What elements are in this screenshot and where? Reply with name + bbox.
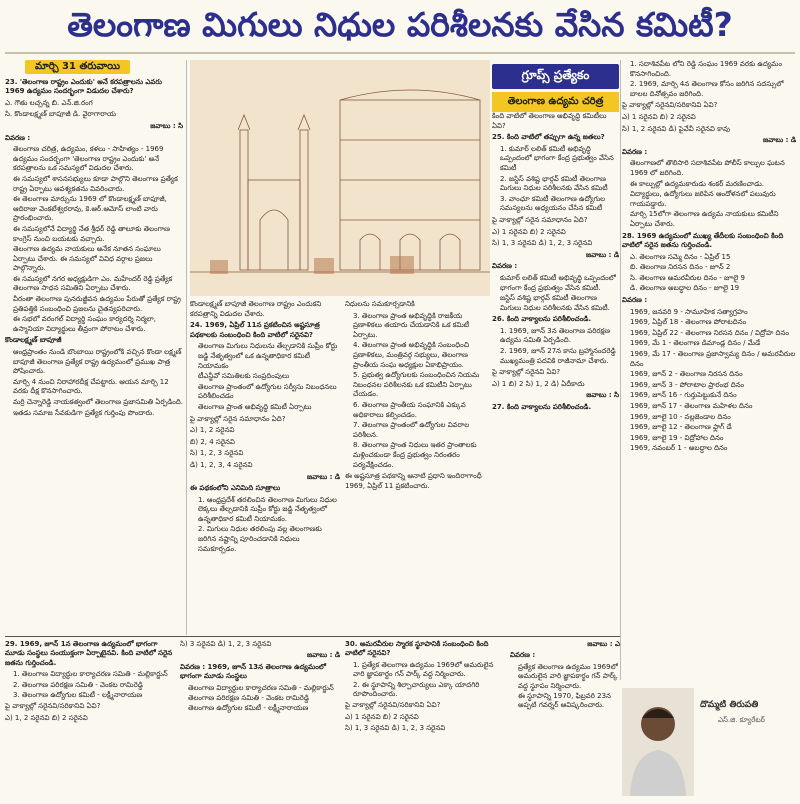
column-5-content: [622, 60, 796, 454]
paragraph: నిధులను సమకూర్చడానికి: [345, 300, 415, 308]
question-text: 29. 1969, జూన్ 1న తెలంగాణ ఉద్యమంలో భాగంగా మూడు సంస్థలు సంయుక్తంగా ఏర్పాటైనవి. కింది వాటిలో సరైన జతను గుర్తించండి.: [5, 640, 173, 667]
paragraph: కొండాలక్ష్మణ్ బాపూజీ తెలంగాణ రాష్ట్రం ఎందుకని కరపత్రాన్ని విడుదల చేశారు.: [190, 300, 322, 318]
subheading: వివరణ : 1969, జూన్ 13న తెలంగాణ ఉద్యమంలో భాగంగా మూడు సంస్థలు: [180, 662, 326, 681]
list-item: • వీరంతా తెలంగాణ పునరుజ్జీవన ఉద్యమం పేరుతో ప్రత్యేక రాష్ట్ర ప్రతిపత్తికి సంబంధించి ప్రజలను చైతన్యపరిచారు.: [13, 295, 183, 314]
list-item: • తెలంగాణ పరిరక్షణ సమితి - వెంకట రామిరెడ్డి: [188, 694, 340, 703]
paragraph: పై వాక్యాల్లో సరైనవి ఏవి?: [492, 368, 561, 377]
paragraph: సి) 1, 2 సరైనవి డి) పైవేవీ సరైనవి కావు: [622, 124, 730, 133]
list-item: • సి. తెలంగాణ అమరవీరుల దినం - జూలై 9: [630, 274, 796, 284]
question-text: 28. 1969 ఉద్యమంలో ముఖ్య తేదీలకు సంబంధించి కింది వాటిలో సరైన జతను గుర్తించండి.: [622, 231, 784, 250]
column-2: [190, 300, 340, 635]
list-item: • 2. మిగులు నిధుల తరలింపు వల్ల తెలంగాణకు జరిగిన నష్టాన్ని పూరించడానికి నిధులు సమకూర్చడం.: [198, 525, 340, 554]
answer-text: జవాబు : సి: [586, 391, 619, 400]
column-4: [492, 112, 619, 632]
list-item: • 2. ఈ స్థూపాన్ని శిల్పాచార్యులు ఎక్కా యాదగిరి రూపొందించారు.: [353, 681, 505, 700]
list-item: • తెలంగాణ ఉద్యోగుల కమిటీ - లక్ష్మీనారాయణ: [188, 704, 340, 713]
list-item: • 3. తెలంగాణ ఉద్యోగుల కమిటీ - లక్ష్మీనారాయణ: [13, 691, 175, 700]
bottom-block-4: [510, 640, 620, 798]
list-item: • 5. ప్రభుత్వ ఉద్యోగులకు సంబంధించిన నియమ నిబంధనల పరిశీలనకు ఒక కమిటీని ఏర్పాటు చేయడం.: [353, 371, 490, 400]
charminar-illustration: [190, 60, 490, 296]
paragraph: ఎ) 1, 2 సరైనవి: [190, 426, 235, 435]
column-1: [5, 60, 183, 633]
bullet-list: [622, 308, 796, 454]
list-item: • 1969, ఏప్రిల్ 22 - తెలంగాణ నిరసన దినం / విద్రోహ దినం: [630, 329, 796, 339]
bullet-list: [492, 145, 619, 214]
question-text: 25. కింది వాటిలో తప్పుగా ఉన్న జతలు?: [492, 133, 605, 142]
column-1-content: [5, 78, 183, 419]
paragraph: ఎ) 1 సరైనవి బి) 2 సరైనవి: [492, 227, 566, 236]
paragraph: ఎ) 1 సరైనవి బి) 2 సరైనవి: [622, 112, 696, 121]
bullet-list: [622, 60, 796, 99]
list-item: • 1. తెలంగాణ విద్యార్థుల కార్యాచరణ సమితి - మల్లికార్జున్: [13, 670, 175, 679]
list-item: • 1969, జూలై 12 - తెలంగాణ ఫ్లాగ్ డే: [630, 423, 796, 433]
question-text: 23. 'తెలంగాణ రాష్ట్రం ఎందుకు' అనే కరపత్రాలను ఎవరు 1969 ఉద్యమం సందర్భంగా విడుదల చేశారు?: [5, 77, 162, 96]
list-item: • 4. తెలంగాణ ప్రాంత అభివృద్ధికి సంబంధించి ప్రణాళికలు, మంత్రివర్గ సభ్యులు, తెలంగాణ ప్రాంతీయ సంఘ అధ్యక్షుల ఏకాభిప్రాయం.: [353, 341, 490, 370]
paragraph: ఎ. గౌతు లచ్చన్న బి. ఎన్.జి.రంగ: [5, 98, 93, 107]
groups-banner-subtitle: తెలంగాణ ఉద్యమ చరిత్ర: [492, 92, 619, 112]
bullet-list: [492, 274, 619, 313]
list-item: • 1969, మే 17 - తెలంగాణ ప్రజాస్వామ్య దినం / అమరవీరుల దినం: [630, 350, 796, 369]
paragraph: పై వాక్యాల్లో సరైనవి/సరికానివి ఏవి?: [5, 702, 101, 711]
answer-text: జవాబు : డి: [586, 250, 619, 259]
bullet-list: [5, 145, 183, 334]
page-headline: తెలంగాణ మిగులు నిధుల పరిశీలనకు వేసిన కమిటీ?: [67, 5, 733, 44]
reporter-role: ఎస్.జి. క్యూరేటర్: [718, 716, 765, 724]
bullet-list: [492, 327, 619, 366]
list-item: • 1969, ఏప్రిల్ 18 - తెలంగాణ పోరాటదినం: [630, 318, 796, 328]
list-item: • బి. తెలంగాణ నిరసన దినం - జూన్ 2: [630, 263, 796, 273]
list-item: • 3. వాంఛూ కమిటీ తెలంగాణ ఉద్యోగుల సమస్యలను అధ్యయనం చేసిన కమిటీ: [500, 195, 619, 214]
paragraph: పై వాక్యాల్లో సరైన సమాధానం ఏది?: [492, 215, 588, 224]
list-item: • ఈ తెలంగాణ మార్చును 1969 లో కొండాలక్ష్మణ్ బాపూజీ, ఆదిరాజు వెంకటేశ్వరరావు, కె.ఆర్.ఆమోస్ లాంటి వారు ప్రారంభించారు.: [13, 195, 183, 224]
list-item: • 6. తెలంగాణ ప్రాంతీయ సంఘానికి ఎక్కువ అధికారాలు కల్పించడం.: [353, 401, 490, 420]
paragraph: ఎ) 1 బి) 2 సి) 1, 2 డి) ఏదీకాదు: [492, 379, 585, 388]
list-item: • ప్రత్యేక తెలంగాణ ఉద్యమం 1969లో అమరులైన వారి జ్ఞాపకార్థం గన్ పార్క్ వద్ద స్థూపం నిర్మించారు.: [518, 663, 620, 691]
answer-text: జవాబు : డి: [307, 651, 340, 660]
list-item: • 3. తెలంగాణ ప్రాంత అభివృద్ధికి రాజకీయ ప్రణాళికలు తయారు చేయడానికి ఒక కమిటీ ఏర్పాటు.: [353, 312, 490, 341]
list-item: • 8. తెలంగాణ ప్రాంత నిధులు ఇతర ప్రాంతాలకు మళ్లించకుండా కేంద్ర ప్రభుత్వం నిరంతరం పర్యవేక్షించడం.: [353, 441, 490, 470]
list-item: • 1969, జూన్ 16 - గుర్తుపెట్టుకునే దినం: [630, 391, 796, 401]
section-tag: మార్చి 31 తరువాయి: [25, 60, 130, 74]
list-item: • 1969, జూలై 10 - నల్లజెండాల దినం: [630, 413, 796, 423]
list-item: • ఇతడు సమాజ సేవకుడిగా ప్రత్యేక గుర్తింపు పొందారు.: [13, 409, 183, 419]
list-item: • ఈ సమస్యలో శాసనసభ్యులు కూడా పాల్గొని తెలంగాణ ప్రత్యేక రాష్ట్ర ఏర్పాటు ఆవశ్యకతను వివరించారు.: [13, 175, 183, 194]
list-item: • 1969, జూలై 19 - విద్రోహాల దినం: [630, 434, 796, 444]
paragraph: డి) 1, 2, 3, 4 సరైనవి: [190, 460, 253, 469]
bottom-divider: [5, 636, 620, 637]
bullet-list: [190, 342, 340, 412]
list-item: • 1969, జూన్ 2 - తెలంగాణ నిరసన దినం: [630, 370, 796, 380]
subheading: వివరణ :: [5, 133, 31, 142]
list-item: • తెలంగాణ విద్యార్థుల కార్యాచరణ సమితి - మల్లికార్జున్: [188, 684, 340, 693]
divider-1: [186, 60, 187, 635]
list-item: • జస్టిస్ వశిష్ట భార్గవ్ కమిటీ తెలంగాణ మిగులు నిధుల పరిశీలనకు వేసిన కమిటీ.: [500, 294, 619, 313]
list-item: • 1969, జూన్ 17 - తెలంగాణ మహిళల దినం: [630, 402, 796, 412]
question-text: 24. 1969, ఏప్రిల్ 11న ప్రకటించిన అష్టసూత్ర పథకాలకు సంబంధించి కింది వాటిలో సరైనవి?: [190, 321, 320, 339]
groups-banner-title: గ్రూప్స్ ప్రత్యేకం: [492, 64, 619, 89]
list-item: • ఈ సమస్యలో నగర అధ్యక్షుడిగా ఎం. మహేందర్ రెడ్డి ప్రత్యేక తెలంగాణ సాధన సమితిని ఏర్పాటు చేశారు.: [13, 275, 183, 294]
list-item: • 1. ఆంధ్రప్రదేశ్ తరలించిన తెలంగాణ మిగులు నిధుల లెక్కలు తేల్చడానికి సుప్రీం కోర్టు జడ్జి నేతృత్వంలో ఉన్నతాధికార కమిటీ నియామకం.: [198, 496, 340, 525]
bullet-list: [510, 663, 620, 711]
reporter-photo: [622, 688, 694, 796]
list-item: • 1969, నవంబర్ 1 - అబద్ధాల దినం: [630, 444, 796, 454]
list-item: • 1969, జూన్ 3 - పోరాటాల ప్రారంభ దినం: [630, 381, 796, 391]
list-item: • ఎ. తెలంగాణ సమ్మె దినం - ఏప్రిల్ 15: [630, 253, 796, 263]
list-item: • విద్యార్థులు, ఉద్యోగులు జరిపిన ఆందోళనలో పలువురు గాయపడ్డారు.: [630, 190, 796, 209]
paragraph: పై వాక్యాల్లో సరైన సమాధానం ఏది?: [190, 414, 286, 423]
answer-text: జవాబు : సి: [150, 121, 183, 130]
paragraph: పై వాక్యాల్లో సరైనవి/సరికానివి ఏవి?: [345, 701, 441, 710]
list-item: • తెలంగాణ ప్రాంతంలో ఉద్యోగుల సర్వీసు నిబంధనలు పరిశీలించడం: [198, 383, 340, 402]
list-item: • డి. తెలంగాణ అబద్ధాల దినం - జూలై 19: [630, 284, 796, 294]
list-item: • తెలంగాణ చరిత్ర, ఉద్యమం, కళలు - సాహిత్యం - 1969 ఉద్యమం సందర్భంగా 'తెలంగాణ రాష్ట్రం ఎందుకు' అనే కరపత్రాలను ఒక సమస్యలో విడుదల చేశారు.: [13, 145, 183, 174]
groups-banner: [492, 64, 619, 112]
list-item: • తెలంగాణ ఉద్యమ నాయకులు అనేక నూతన సంఘాలు ఏర్పాటు చేశారు. ఈ సమస్యలో వివిధ వర్గాల ప్రజలు పాల్గొన్నారు.: [13, 245, 183, 274]
list-item: • 7. తెలంగాణ ప్రాంతంలో ఉద్యోగుల వివరాల పరిశీలన.: [353, 421, 490, 440]
paragraph: పై వాక్యాల్లో సరైనవి/సరికానివి ఏవి?: [622, 101, 718, 110]
column-5: [622, 60, 796, 680]
list-item: • ఈ సమస్యలోనే విద్యార్థి నేత శ్రీధర్ రెడ్డి తాలూకు తెలంగాణ కాంగ్రెస్ నుంచి బయటకు వచ్చారు.: [13, 225, 183, 244]
question-text: 30. అమరవీరుల స్మారక స్థూపానికి సంబంధించి కింది వాటిలో సరైనవి?: [345, 640, 489, 658]
bullet-list: [5, 670, 175, 700]
bottom-block-2: [180, 640, 340, 798]
paragraph: సి) 3 సరైనవి డి) 1, 2, 3 సరైనవి: [180, 640, 272, 648]
subheading: వివరణ :: [622, 147, 648, 156]
paragraph: బి) 2, 4 సరైనవి: [190, 437, 235, 446]
list-item: • 2. తెలంగాణ పరిరక్షణ సమితి - వెంకట రామిరెడ్డి: [13, 681, 175, 690]
bullet-list: [345, 661, 505, 700]
paragraph: సి) 1, 2, 3 సరైనవి: [190, 449, 244, 458]
list-item: • తెలంగాణ ప్రాంత అభివృద్ధి కమిటీ ఏర్పాటు: [198, 403, 340, 413]
bullet-list: [345, 312, 490, 471]
list-item: • 1. కుమార్ లలిత్ కమిటీ అభివృద్ధి ఒప్పందంలో భాగంగా కేంద్ర ప్రభుత్వం వేసిన కమిటీ: [500, 145, 619, 174]
answer-text: జవాబు : ఎ: [587, 640, 620, 648]
reporter-name: దొమ్మటి తిరుపతి: [700, 700, 759, 710]
list-item: • కుమార్ లలిత్ కమిటీ అభివృద్ధి ఒప్పందంలో భాగంగా కేంద్ర ప్రభుత్వం వేసిన కమిటీ.: [500, 274, 619, 293]
question-text: 27. కింది వాక్యాలను పరిశీలించండి.: [492, 403, 592, 412]
list-item: • ఈ సభలో వరంగల్ విద్యార్థి సంఘం కార్యదర్శి నిర్మలా, ఉస్మానియా విద్యార్థులు తీవ్రంగా పోరాటం చేశారు.: [13, 315, 183, 334]
list-item: • 1. సదాశివపేట లోని రెడ్డి సంఘం 1969 వరకు ఉద్యమం కొనసాగించింది.: [630, 60, 796, 79]
list-item: • ఆంధ్రప్రాంతం నుండి బొంబాయి రాష్ట్రంలోకి వచ్చిన కొండా లక్ష్మణ్ బాపూజీ తెలంగాణ ప్రత్యేక రాష్ట్ర ఉద్యమంలో ప్రముఖ పాత్ర పోషించారు.: [13, 348, 183, 377]
paragraph: సి) 1, 3 సరైనవి డి) 1, 2, 3 సరైనవి: [492, 239, 593, 248]
subheading: వివరణ :: [622, 296, 648, 305]
column-3: [345, 300, 490, 635]
column-4-content: [492, 112, 619, 413]
list-item: • 2. జస్టిస్ వశిష్ట భార్గవ్ కమిటీ తెలంగాణ మిగులు నిధుల పరిశీలనకు వేసిన కమిటీ: [500, 175, 619, 194]
question-text: 26. కింది వాక్యాలను పరిశీలించండి.: [492, 315, 592, 324]
list-item: • మార్చి 4 నుంచి నిరాహారదీక్ష చేపట్టారు. ఆయన మార్చి 12 వరకు దీక్ష కొనసాగించారు.: [13, 378, 183, 397]
list-item: • 2. 1969, జూన్ 27న కాసు బ్రహ్మానందరెడ్డి ముఖ్యమంత్రి పదవికి రాజీనామా చేశారు.: [500, 347, 619, 366]
list-item: • 1. ప్రత్యేక తెలంగాణ ఉద్యమం 1969లో అమరులైన వారి జ్ఞాపకార్థం గన్ పార్క్ వద్ద నిర్మించారు.: [353, 661, 505, 680]
bottom-block-1: [5, 640, 175, 798]
paragraph: కింది వాటిలో తెలంగాణ అభివృద్ధి కమిటీలు ఏవి?: [492, 112, 607, 130]
bullet-list: [190, 496, 340, 555]
bullet-list: [622, 253, 796, 294]
list-item: • 1969, జనవరి 9 - సామూహిక సత్యాగ్రహం: [630, 308, 796, 318]
bullet-list: [180, 684, 340, 714]
list-item: • 1969, మే 1 - తెలంగాణ డిమాండ్ల దినం / మేడే: [630, 339, 796, 349]
answer-text: జవాబు : డి: [763, 136, 796, 145]
column-3-content: [345, 300, 490, 491]
answer-text: జవాబు : డి: [307, 472, 340, 481]
divider-4: [620, 60, 621, 680]
bottom-block-3: [345, 640, 505, 798]
list-item: • టీఎన్జీవో సమితిలకు సంప్రదింపులు: [198, 372, 340, 382]
paragraph: ఈ అష్టసూత్ర పథకాన్ని ఆనాటి ప్రధాని ఇందిరాగాంధీ 1969, ఏప్రిల్ 11 ప్రకటించారు.: [345, 472, 482, 490]
bullet-list: [622, 159, 796, 229]
list-item: • ఈ స్థూపాన్ని 1970, ఫిబ్రవరి 23న అప్పటి గవర్నర్ ఆవిష్కరించారు.: [518, 692, 620, 711]
subheading: వివరణ :: [492, 262, 518, 271]
paragraph: సి) 1, 3 సరైనవి డి) 1, 2, 3 సరైనవి: [345, 724, 446, 733]
paragraph: ఎ) 1, 2 సరైనవి బి) 2 సరైనవి: [5, 713, 88, 722]
subheading: ఈ పథకంలోని ఎనిమిది సూత్రాలు: [190, 484, 281, 493]
list-item: • ఈ కాల్పుల్లో ఉద్యమకారుడు శంకర్ మరణించాడు.: [630, 180, 796, 190]
paragraph: సి. కొండాలక్ష్మణ్ బాపూజీ డి. వైరాగారాయ: [5, 110, 116, 119]
subheading: కొండాలక్ష్మణ్ బాపూజీ: [5, 336, 62, 345]
column-2-content: [190, 300, 340, 554]
paragraph: ఎ) 1 సరైనవి బి) 2 సరైనవి: [345, 712, 419, 721]
list-item: • మార్చి 15లోగా తెలంగాణ ఉద్యమ నాయకులు కమిటీని ఏర్పాటు చేశారు.: [630, 210, 796, 229]
list-item: • 2. 1969, మార్చి 4న తెలంగాణ కోసం జరిగిన సదస్సులో బాలల దినోత్సవం జరిగింది.: [630, 80, 796, 99]
list-item: • తెలంగాణ మిగులు నిధులను తేల్చడానికి సుప్రీం కోర్టు జడ్జి నేతృత్వంలో ఒక ఉన్నతాధికార కమిటీ నియామకం: [198, 342, 340, 371]
list-item: • 1. 1969, జూన్ 3న తెలంగాణ పరిరక్షణ ఉద్యమ సమితి ఏర్పడింది.: [500, 327, 619, 346]
list-item: • మర్రి చెన్నారెడ్డి నాయకత్వంలో తెలంగాణ ప్రజాసమితి ఏర్పడింది.: [13, 398, 183, 408]
subheading: వివరణ :: [510, 651, 536, 660]
list-item: • తెలంగాణలో తొలిసారి సదాశివపేట పోలీస్ కాల్పుల ఘటన 1969 లో జరిగింది.: [630, 159, 796, 178]
bullet-list: [5, 348, 183, 418]
